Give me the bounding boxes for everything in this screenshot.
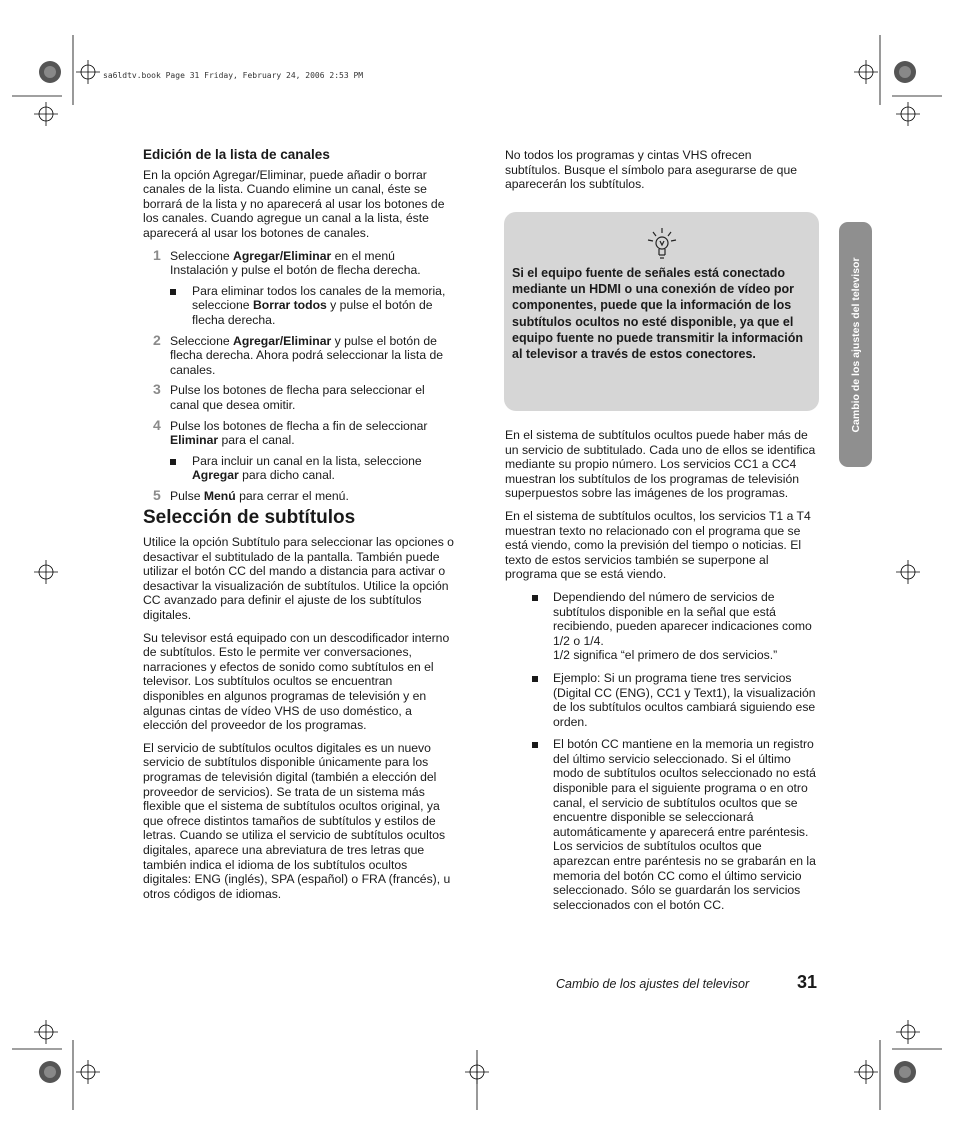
bullet-item <box>143 284 455 328</box>
step-text-bold: Agregar/Eliminar <box>233 248 332 263</box>
right-column-bottom <box>505 428 817 920</box>
bullet-text-bold: Agregar <box>192 468 239 483</box>
step-number: 2 <box>153 331 161 348</box>
step-text-bold: Menú <box>203 488 236 503</box>
bullet-text-bold: Borrar todos <box>252 298 327 313</box>
bullet-text: Para eliminar todos los canales de la memoria, seleccione <box>192 283 446 313</box>
bullet-text: para dicho canal. <box>238 468 335 483</box>
bullet-item <box>505 671 818 729</box>
step-number: 5 <box>153 486 161 503</box>
step-1 <box>143 246 455 278</box>
paragraph: Utilice la opción Subtítulo para seleccionar las opciones o desactivar el subtitulado de la pantalla. También puede utilizar el botón CC del mando a distancia para activar o desactivar la visualización de subtítulos. Utilice la opción CC avanzado para definir el ajuste de los subtítulos digitales. <box>143 535 454 623</box>
step-number: 1 <box>153 246 161 263</box>
step-text: Pulse los botones de flecha a fin de seleccionar <box>170 418 428 433</box>
footer-title: Cambio de los ajustes del televisor <box>556 977 750 991</box>
bullet-square-icon <box>170 289 176 295</box>
step-text: para cerrar el menú. <box>235 488 349 503</box>
step-2 <box>143 331 455 378</box>
bullet-square-icon <box>532 742 538 748</box>
bullet-square-icon <box>532 595 538 601</box>
bullet-item <box>505 590 818 663</box>
bullet-text: Dependiendo del número de servicios de subtítulos disponible en la señal que está recibiendo, pueden aparecer indicaciones como 1/2 o 1/4. <box>553 589 812 648</box>
bullet-text: Ejemplo: Si un programa tiene tres servicios (Digital CC (ENG), CC1 y Text1), la visualización de los subtítulos ocultos cambiará siguiendo ese orden. <box>553 670 816 729</box>
step-4 <box>143 416 455 448</box>
step-text: Seleccione <box>170 248 234 263</box>
side-tab-label: Cambio de los ajustes del televisor <box>849 256 862 433</box>
bullet-text: Para incluir un canal en la lista, seleccione <box>192 453 422 468</box>
step-text: Seleccione <box>170 333 234 348</box>
step-text: Pulse <box>170 488 204 503</box>
step-number: 3 <box>153 381 161 398</box>
step-number: 4 <box>153 416 161 433</box>
left-column <box>143 148 455 909</box>
section-heading-subtitles: Selección de subtítulos <box>143 507 356 529</box>
lightbulb-icon <box>646 226 678 260</box>
bullet-item <box>143 454 455 483</box>
bullet-text: y pulse el botón de flecha derecha. <box>192 298 433 327</box>
step-5 <box>143 486 455 504</box>
paragraph: En el sistema de subtítulos ocultos, los servicios T1 a T4 muestran texto no relacionado con el programa que se está viendo, como la previsión del tiempo o noticias. El texto de estos servicios también se superpone al programa que se está viendo. <box>505 508 811 582</box>
step-text: y pulse el botón de flecha derecha. Ahora podrá seleccionar la lista de canales. <box>170 333 444 377</box>
step-text-bold: Eliminar <box>170 433 219 448</box>
bullet-square-icon <box>532 676 538 682</box>
step-3 <box>143 383 455 412</box>
bullet-item <box>505 737 819 912</box>
step-text: en el menú Instalación y pulse el botón de flecha derecha. <box>170 248 421 278</box>
bullet-text: 1/2 significa “el primero de dos servicios.” <box>553 648 778 663</box>
paragraph: No todos los programas y cintas VHS ofrecen subtítulos. Busque el símbolo para asegurarse de que aparecerán los subtítulos. <box>505 148 798 192</box>
step-text-bold: Agregar/Eliminar <box>233 333 332 348</box>
paragraph: En el sistema de subtítulos ocultos puede haber más de un servicio de subtitulado. Cada uno de ellos se identifica mediante su propio número. Los servicios CC1 a CC4 muestran los subtítulos de los programas de televisión superpuestos sobre las imágenes de los programas. <box>505 428 816 501</box>
page-number: 31 <box>797 972 818 992</box>
tip-text: Si el equipo fuente de señales está conectado mediante un HDMI o una conexión de vídeo por componentes, puede que la información de los subtítulos ocultos no esté disponible, ya que el equipo fuente no puede transmitir la información al televisor a través de estos conectores. <box>512 266 803 362</box>
right-column-top <box>505 148 805 200</box>
paragraph: Su televisor está equipado con un descodificador interno de subtítulos. Esto le permite ver conversaciones, narraciones y efectos de sonido como subtítulos en el televisor. Los subtítulos ocultos se encuentran disponibles en algunos programas de televisión y en algunas cintas de vídeo VHS de uso doméstico, a elección del proveedor de los programas. <box>143 630 450 733</box>
step-text: para el canal. <box>218 433 295 448</box>
step-text: Pulse los botones de flecha para seleccionar el canal que desea omitir. <box>170 383 425 412</box>
bullet-text: El botón CC mantiene en la memoria un registro del último servicio seleccionado. Si el último modo de subtítulos ocultos seleccionado no está disponible para el siguiente programa o en otro canal, el servicio de subtítulos ocultos que se encuentre disponible se seleccionará automáticamente y aparecerá entre paréntesis. Los servicios de subtítulos ocultos que aparezcan entre paréntesis no se grabarán en la memoria del botón CC como el último servicio seleccionado. Sólo se guardarán los servicios seleccionados con el botón CC. <box>553 737 816 912</box>
file-info-header: sa6ldtv.book Page 31 Friday, February 24, 2006 2:53 PM <box>103 71 364 80</box>
section-heading-edit: Edición de la lista de canales <box>143 147 330 162</box>
bullet-square-icon <box>170 459 176 465</box>
paragraph: El servicio de subtítulos ocultos digitales es un nuevo servicio de subtítulos disponible únicamente para los programas de televisión digital (también a elección del proveedor de servicios). Se trata de un sistema más flexible que el sistema de subtítulos ocultos original, ya que ofrece distintos tamaños de subtítulos y estilos de letras. Cuando se utiliza el servicio de subtítulos ocultos digitales, aparece una abreviatura de tres letras que también indica el idioma de los subtítulos ocultos digitales: ENG (inglés), SPA (español) o FRA (francés), u otros códigos de idiomas. <box>143 740 451 901</box>
paragraph: En la opción Agregar/Eliminar, puede añadir o borrar canales de la lista. Cuando elimine un canal, éste se borrará de la lista y no aparecerá al usar los botones de los canales. Cuando agregue un canal a la lista, éste aparecerá al usar los botones de canales. <box>143 167 445 240</box>
side-tab <box>839 222 872 467</box>
